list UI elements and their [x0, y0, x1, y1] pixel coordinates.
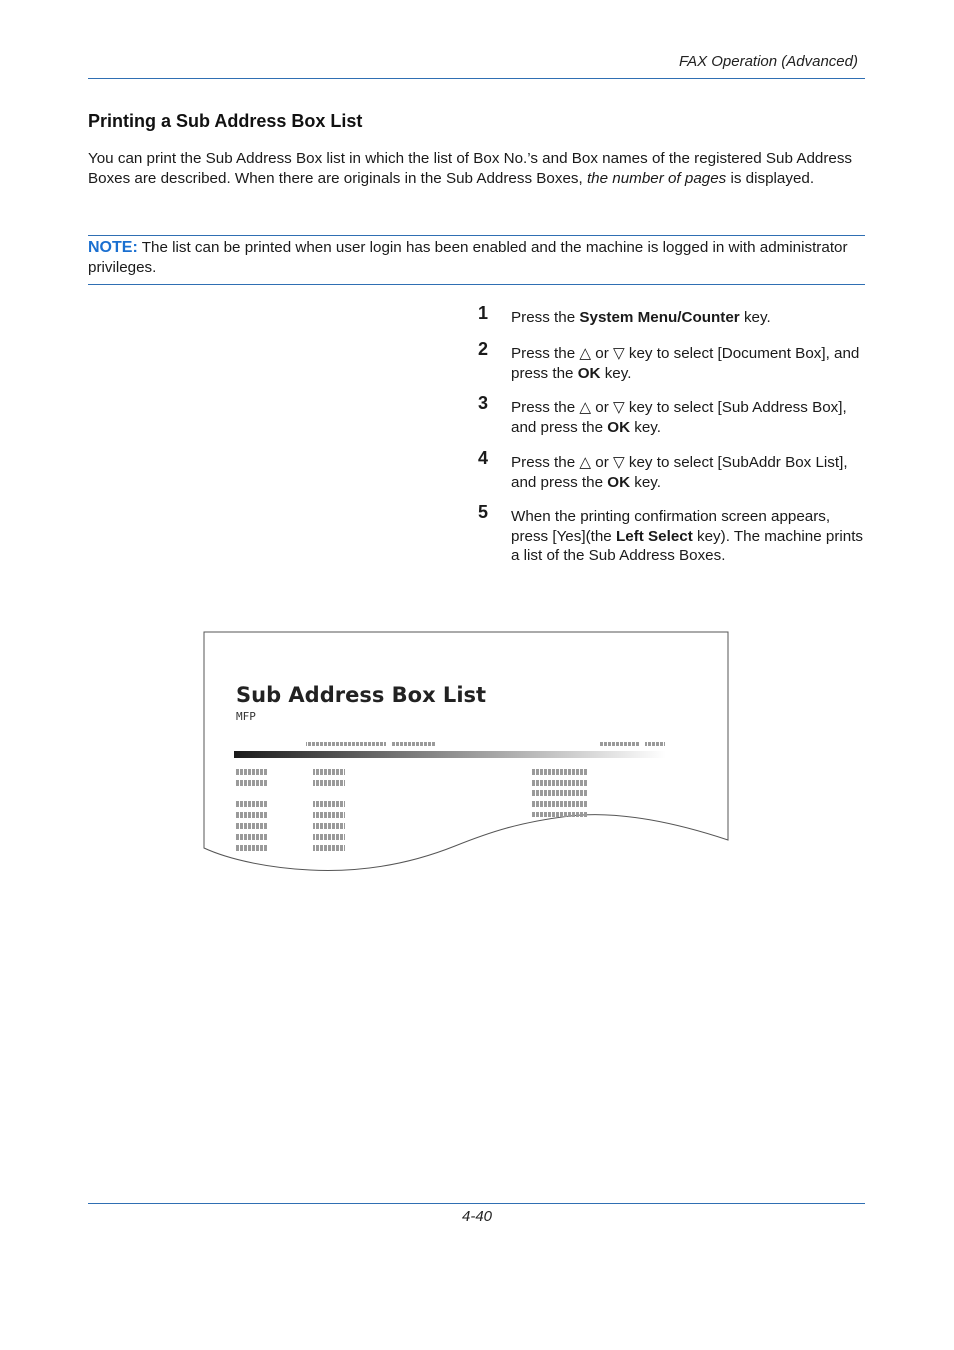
- step-text: Press the △ or ▽ key to select [SubAddr Box List], and press the OK key.: [511, 454, 848, 491]
- printout-subtitle: MFP: [236, 710, 256, 723]
- note-bottom-rule: [88, 284, 865, 285]
- printout-illustration: [200, 628, 732, 876]
- note-box: [88, 238, 858, 278]
- note-top-rule: [88, 235, 865, 236]
- step-text: When the printing confirmation screen appears, press [Yes](the Left Select key). The machine prints a list of the Sub Address Boxes.: [511, 508, 864, 564]
- footer-rule: [88, 1203, 865, 1204]
- printout-title: Sub Address Box List: [236, 683, 487, 707]
- step-text: Press the △ or ▽ key to select [Document Box], and press the OK key.: [511, 345, 860, 382]
- intro-text-1: You can print the Sub Address Box list in which the list of Box No.’s and Box names of the registered Sub Address Boxes are described. When there are originals in the Sub Address Boxes,: [88, 150, 853, 187]
- step-text: Press the △ or ▽ key to select [Sub Address Box], and press the OK key.: [511, 399, 847, 436]
- section-title: Printing a Sub Address Box List: [88, 111, 363, 131]
- intro-paragraph: [88, 149, 858, 189]
- step-number: 4: [478, 448, 489, 468]
- note-text: The list can be printed when user login has been enabled and the machine is logged in with administrator privileges.: [88, 239, 848, 276]
- running-header: FAX Operation (Advanced): [679, 53, 858, 70]
- note-label: NOTE:: [88, 239, 138, 256]
- gradient-bar: [234, 751, 666, 758]
- intro-emphasis: the number of pages: [586, 170, 727, 187]
- step-text: Press the System Menu/Counter key.: [511, 309, 771, 326]
- step-number: 1: [478, 303, 489, 323]
- intro-text-2: is displayed.: [726, 170, 815, 187]
- page-number: 4-40: [461, 1208, 493, 1225]
- step-number: 5: [478, 502, 489, 522]
- header-rule: [88, 78, 865, 79]
- step-number: 2: [478, 339, 489, 359]
- step-number: 3: [478, 393, 489, 413]
